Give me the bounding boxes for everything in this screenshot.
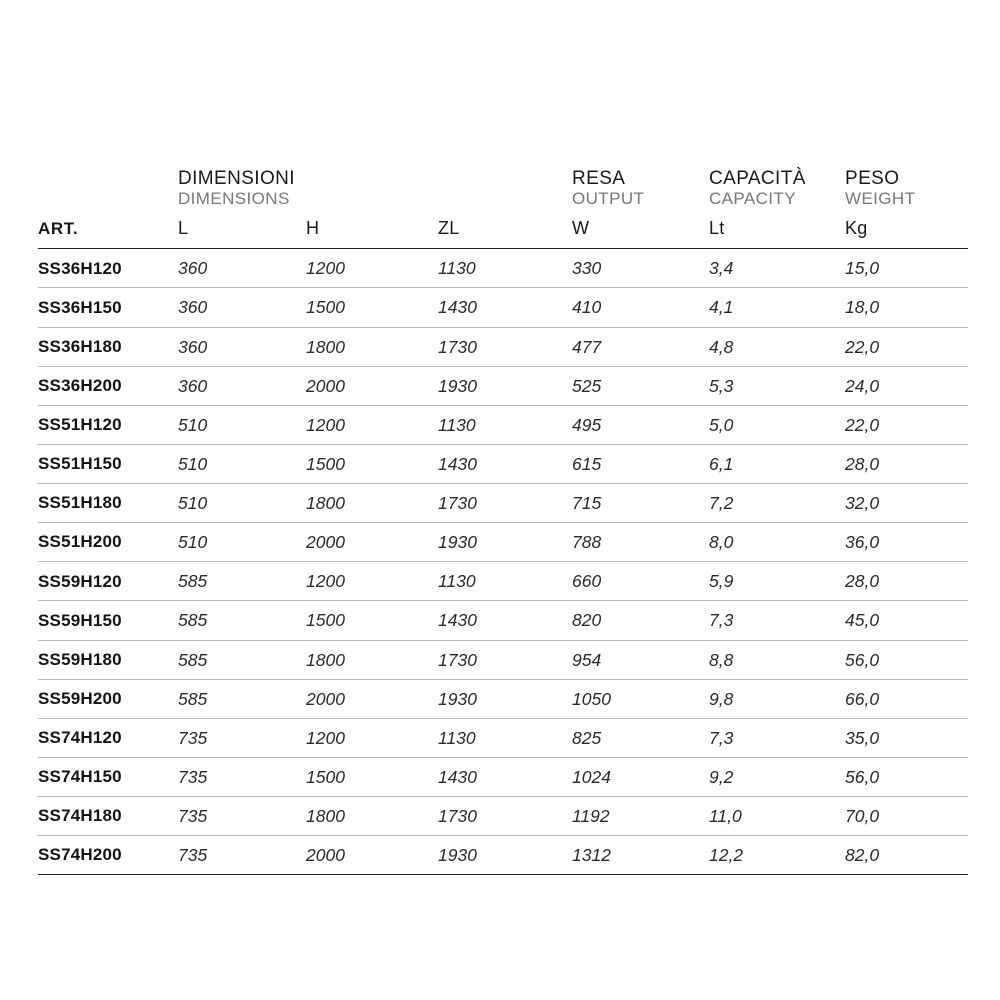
cell-w: 820 [572,601,709,640]
column-header-l: L [178,214,306,249]
cell-lt: 9,8 [709,679,845,718]
group-header-row [38,168,968,214]
cell-h: 1500 [306,288,438,327]
table-row [38,601,968,640]
cell-h: 1800 [306,797,438,836]
cell-w: 495 [572,405,709,444]
table-row [38,444,968,483]
cell-l: 585 [178,601,306,640]
cell-lt: 7,3 [709,601,845,640]
cell-h: 2000 [306,523,438,562]
cell-l: 510 [178,405,306,444]
cell-lt: 7,3 [709,718,845,757]
cell-art: SS36H200 [38,366,178,405]
cell-art: SS74H150 [38,757,178,796]
group-header-output-en: OUTPUT [572,189,645,209]
cell-h: 1800 [306,640,438,679]
table-row [38,836,968,875]
cell-h: 1500 [306,601,438,640]
cell-zl: 1430 [438,288,572,327]
cell-l: 360 [178,366,306,405]
cell-zl: 1930 [438,679,572,718]
cell-kg: 82,0 [845,836,968,875]
group-header-weight-en: WEIGHT [845,189,916,209]
cell-w: 1050 [572,679,709,718]
column-header-w: W [572,214,709,249]
cell-zl: 1130 [438,249,572,288]
cell-kg: 56,0 [845,640,968,679]
cell-zl: 1930 [438,836,572,875]
group-header-capacity-en: CAPACITY [709,189,796,209]
cell-kg: 18,0 [845,288,968,327]
table-row [38,405,968,444]
table-row [38,288,968,327]
cell-lt: 12,2 [709,836,845,875]
cell-l: 360 [178,327,306,366]
cell-kg: 28,0 [845,444,968,483]
cell-w: 615 [572,444,709,483]
cell-lt: 9,2 [709,757,845,796]
cell-l: 585 [178,640,306,679]
cell-w: 825 [572,718,709,757]
cell-art: SS36H150 [38,288,178,327]
cell-art: SS59H200 [38,679,178,718]
cell-l: 360 [178,249,306,288]
group-header-dimensions-it: DIMENSIONI [178,168,295,189]
cell-art: SS36H180 [38,327,178,366]
cell-art: SS51H120 [38,405,178,444]
cell-w: 1024 [572,757,709,796]
cell-lt: 4,8 [709,327,845,366]
table-row [38,640,968,679]
cell-l: 735 [178,757,306,796]
cell-l: 585 [178,562,306,601]
group-header-output-it: RESA [572,168,626,189]
group-header-weight [845,168,968,214]
group-header-output [572,168,709,214]
cell-l: 510 [178,444,306,483]
cell-w: 477 [572,327,709,366]
cell-kg: 70,0 [845,797,968,836]
group-header-capacity-it: CAPACITÀ [709,168,806,189]
cell-zl: 1730 [438,327,572,366]
cell-lt: 5,0 [709,405,845,444]
cell-w: 954 [572,640,709,679]
cell-zl: 1130 [438,562,572,601]
cell-art: SS74H120 [38,718,178,757]
cell-zl: 1730 [438,640,572,679]
cell-kg: 66,0 [845,679,968,718]
cell-w: 1312 [572,836,709,875]
cell-l: 585 [178,679,306,718]
cell-l: 510 [178,523,306,562]
cell-h: 1500 [306,757,438,796]
cell-h: 2000 [306,366,438,405]
cell-kg: 45,0 [845,601,968,640]
table-row [38,366,968,405]
group-header-capacity [709,168,845,214]
cell-h: 1200 [306,249,438,288]
cell-h: 1200 [306,718,438,757]
group-header-dimensions [178,168,572,214]
cell-h: 1200 [306,562,438,601]
cell-lt: 11,0 [709,797,845,836]
cell-kg: 15,0 [845,249,968,288]
cell-w: 788 [572,523,709,562]
cell-h: 1500 [306,444,438,483]
cell-zl: 1130 [438,718,572,757]
table-row [38,523,968,562]
column-header-art: ART. [38,214,178,249]
cell-l: 360 [178,288,306,327]
cell-h: 2000 [306,679,438,718]
cell-l: 735 [178,718,306,757]
table-row [38,327,968,366]
cell-kg: 35,0 [845,718,968,757]
cell-art: SS51H200 [38,523,178,562]
cell-lt: 6,1 [709,444,845,483]
column-header-kg: Kg [845,214,968,249]
cell-lt: 3,4 [709,249,845,288]
table-row [38,797,968,836]
cell-l: 510 [178,484,306,523]
group-header-empty [38,168,178,214]
cell-lt: 8,8 [709,640,845,679]
cell-zl: 1930 [438,523,572,562]
table-row [38,679,968,718]
cell-kg: 32,0 [845,484,968,523]
column-header-row [38,214,968,249]
cell-w: 660 [572,562,709,601]
cell-kg: 28,0 [845,562,968,601]
cell-lt: 5,3 [709,366,845,405]
cell-h: 1200 [306,405,438,444]
cell-art: SS51H180 [38,484,178,523]
cell-w: 410 [572,288,709,327]
cell-h: 1800 [306,327,438,366]
cell-zl: 1430 [438,601,572,640]
cell-w: 525 [572,366,709,405]
table-row [38,718,968,757]
cell-art: SS59H150 [38,601,178,640]
cell-art: SS36H120 [38,249,178,288]
cell-w: 715 [572,484,709,523]
cell-kg: 22,0 [845,405,968,444]
table-row [38,484,968,523]
column-header-lt: Lt [709,214,845,249]
cell-l: 735 [178,797,306,836]
cell-zl: 1430 [438,757,572,796]
cell-zl: 1730 [438,484,572,523]
cell-w: 330 [572,249,709,288]
cell-lt: 7,2 [709,484,845,523]
cell-art: SS74H180 [38,797,178,836]
cell-zl: 1930 [438,366,572,405]
cell-kg: 56,0 [845,757,968,796]
cell-art: SS74H200 [38,836,178,875]
cell-kg: 36,0 [845,523,968,562]
column-header-zl: ZL [438,214,572,249]
table-body [38,249,968,875]
cell-kg: 24,0 [845,366,968,405]
cell-h: 2000 [306,836,438,875]
table-row [38,757,968,796]
specifications-table [38,168,968,875]
cell-art: SS59H180 [38,640,178,679]
table-row [38,249,968,288]
column-header-h: H [306,214,438,249]
table-row [38,562,968,601]
group-header-dimensions-en: DIMENSIONS [178,189,290,209]
cell-h: 1800 [306,484,438,523]
cell-zl: 1130 [438,405,572,444]
cell-lt: 4,1 [709,288,845,327]
cell-w: 1192 [572,797,709,836]
cell-zl: 1730 [438,797,572,836]
cell-lt: 5,9 [709,562,845,601]
cell-l: 735 [178,836,306,875]
cell-art: SS51H150 [38,444,178,483]
cell-art: SS59H120 [38,562,178,601]
cell-zl: 1430 [438,444,572,483]
cell-kg: 22,0 [845,327,968,366]
group-header-weight-it: PESO [845,168,900,189]
cell-lt: 8,0 [709,523,845,562]
